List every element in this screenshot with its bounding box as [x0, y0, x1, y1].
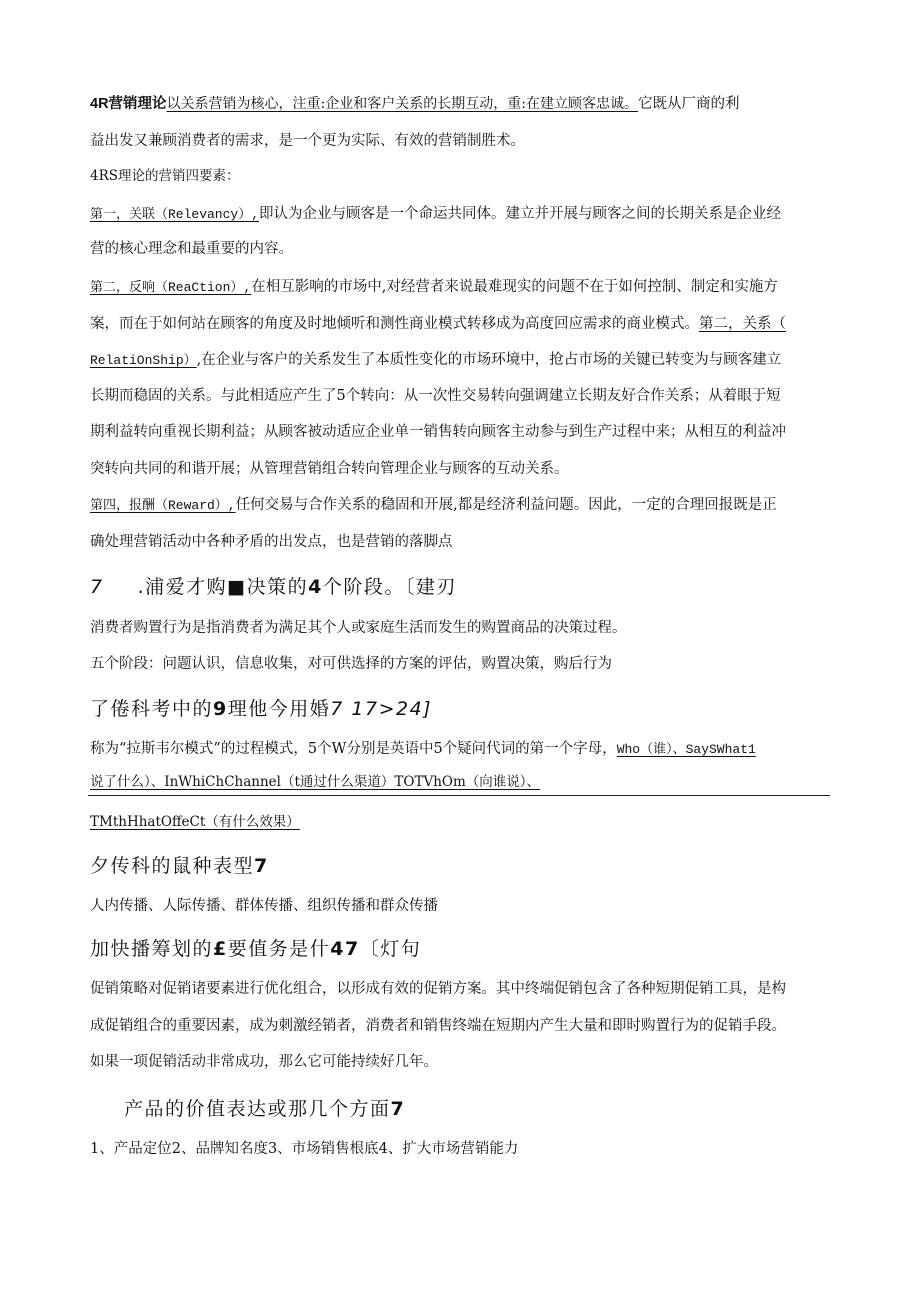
first-label: 第一，关联（Relevancy）,: [90, 207, 260, 222]
heading-bold: 4: [308, 576, 323, 598]
first-line2: 营的核心理念和最重要的内容。: [90, 241, 293, 257]
fivew-line2: [90, 772, 832, 792]
second-line6: 突转向共同的和谐开展；从管理营销组合转向管理企业与顾客的互动关系。: [90, 461, 569, 477]
second-line3-text: ,在企业与客户的关系发生了本质性变化的市场环境中，抢占市场的关键已转变为与顾客建立: [196, 352, 782, 368]
para-4r-line2: 益出发又兼顾消费者的需求，是一个更为实际、有效的营销制胜术。: [90, 133, 525, 149]
heading-number: 7: [90, 576, 104, 598]
promo-line2: 成促销组合的重要因素，成为刺激经销者，消费者和销售终端在短期内产生大量和即时购置行为的促销手段。: [90, 1018, 786, 1034]
heading-5w: [90, 696, 432, 722]
elements-heading: 4RS理论的营销四要素：: [90, 168, 240, 184]
first-rest: 即认为企业与顾客是一个命运共同体。建立并开展与顾客之间的长期关系是企业经: [259, 206, 782, 222]
heading-text: .浦爱才购■决策的: [137, 576, 309, 598]
heading-types-bold: 7: [254, 855, 269, 877]
consumer-line2: 五个阶段：问题认识，信息收集，对可供选择的方案的评估，购置决策，购后行为: [90, 656, 612, 672]
second-label: 第二，反响（ReaCtion）,: [90, 280, 252, 295]
heading-promo-bold: £: [213, 938, 228, 960]
promo-line3: 如果一项促销活动非常成功，那么它可能持续好几年。: [90, 1054, 438, 1070]
types-line: 人内传播、人际传播、群体传播、组织传播和群众传播: [90, 898, 438, 914]
heading-decision-stages: [90, 574, 457, 600]
heading-value: [124, 1096, 405, 1122]
fivew-line3: [90, 812, 832, 832]
second-line1: [90, 277, 832, 298]
para-4r-line1: [90, 94, 832, 114]
second-line4: 长期而稳固的关系。与此相适应产生了5个转向：从一次性交易转向强调建立长期友好合作关系；从着眼于短: [90, 388, 781, 404]
promo-line1: 促销策略对促销诸要素进行优化组合，以形成有效的促销方案。其中终端促销包含了各种短期促销工具，是构: [90, 981, 786, 997]
third-label-end: RelatiOnShip）: [90, 353, 197, 368]
fourth-line2: 确处理营销活动中各种矛盾的出发点，也是营销的落脚点: [90, 534, 453, 550]
heading-5w-bold: 9: [213, 698, 228, 720]
fourth-rest: 任何交易与合作关系的稳固和开展,都是经济利益问题。因此，一定的合理回报既是正: [235, 497, 777, 513]
heading-promo-mid: 要值务是什: [227, 938, 331, 960]
heading-promo-text: 加快播筹划的: [90, 938, 214, 960]
consumer-line1: 消费者购置行为是指消费者为满足其个人或家庭生活而发生的购置商品的决策过程。: [90, 620, 627, 636]
para-4r-underlined: 以关系营销为核心，注重:企业和客户关系的长期互动，重:在建立顾客忠诚。: [166, 96, 638, 112]
heading-5w-italic: 7 17>24]: [330, 698, 433, 720]
heading-5w-tail: 理他今用婚: [227, 698, 331, 720]
second-line2-text: 案，而在于如何站在顾客的角度及时地倾听和测性商业模式转移成为高度回应需求的商业模式。: [90, 316, 699, 332]
fourth-line1: [90, 495, 832, 516]
first-line1: [90, 204, 832, 225]
second-line5: 期利益转向重视长期利益；从顾客被动适应企业单一销售转向顾客主动参与到生产过程中来；从相互的利益冲: [90, 424, 786, 440]
fivew-channel: 说了什么）、InWhiChChannel（t通过什么渠道）TOTVhOm（向谁说）、: [90, 774, 541, 790]
para-4r-rest: 它既从厂商的利: [637, 96, 740, 112]
value-line: 1、产品定位2、品牌知名度3、市场销售根底4、扩大市场营销能力: [90, 1141, 519, 1157]
fourth-label: 第四，报酬（Reward）,: [90, 498, 236, 513]
horizontal-rule: [88, 795, 830, 796]
heading-tail: 个阶段。〔建刃: [322, 576, 457, 598]
second-line3: [90, 350, 832, 371]
heading-types: [90, 853, 269, 879]
heading-promo-tail: 〔灯句: [359, 938, 422, 960]
second-line2: [90, 314, 832, 334]
fivew-who: Who（谁）、SaySWhat1: [616, 742, 756, 757]
third-label-start: 第二，关系（: [699, 316, 786, 332]
fivew-line1-text: 称为“拉斯韦尔模式”的过程模式，5个W分别是英语中5个疑问代词的第一个字母，: [90, 741, 617, 757]
fivew-line1: [90, 739, 832, 760]
heading-value-text: 产品的价值表达或那几个方面: [124, 1098, 391, 1120]
second-rest: 在相互影响的市场中,对经营者来说最难现实的问题不在于如何控制、制定和实施方: [251, 279, 778, 295]
heading-promo-bold2: 47: [330, 938, 360, 960]
term-4r: 4R营销理论: [90, 96, 167, 112]
heading-5w-text: 了倦科考中的: [90, 698, 214, 720]
heading-types-text: 夕传科的鼠种表型: [90, 855, 255, 877]
fivew-effect: TMthHhatOffeCt（有什么效果）: [90, 814, 300, 830]
heading-value-bold: 7: [390, 1098, 406, 1120]
heading-promo: [90, 936, 421, 962]
